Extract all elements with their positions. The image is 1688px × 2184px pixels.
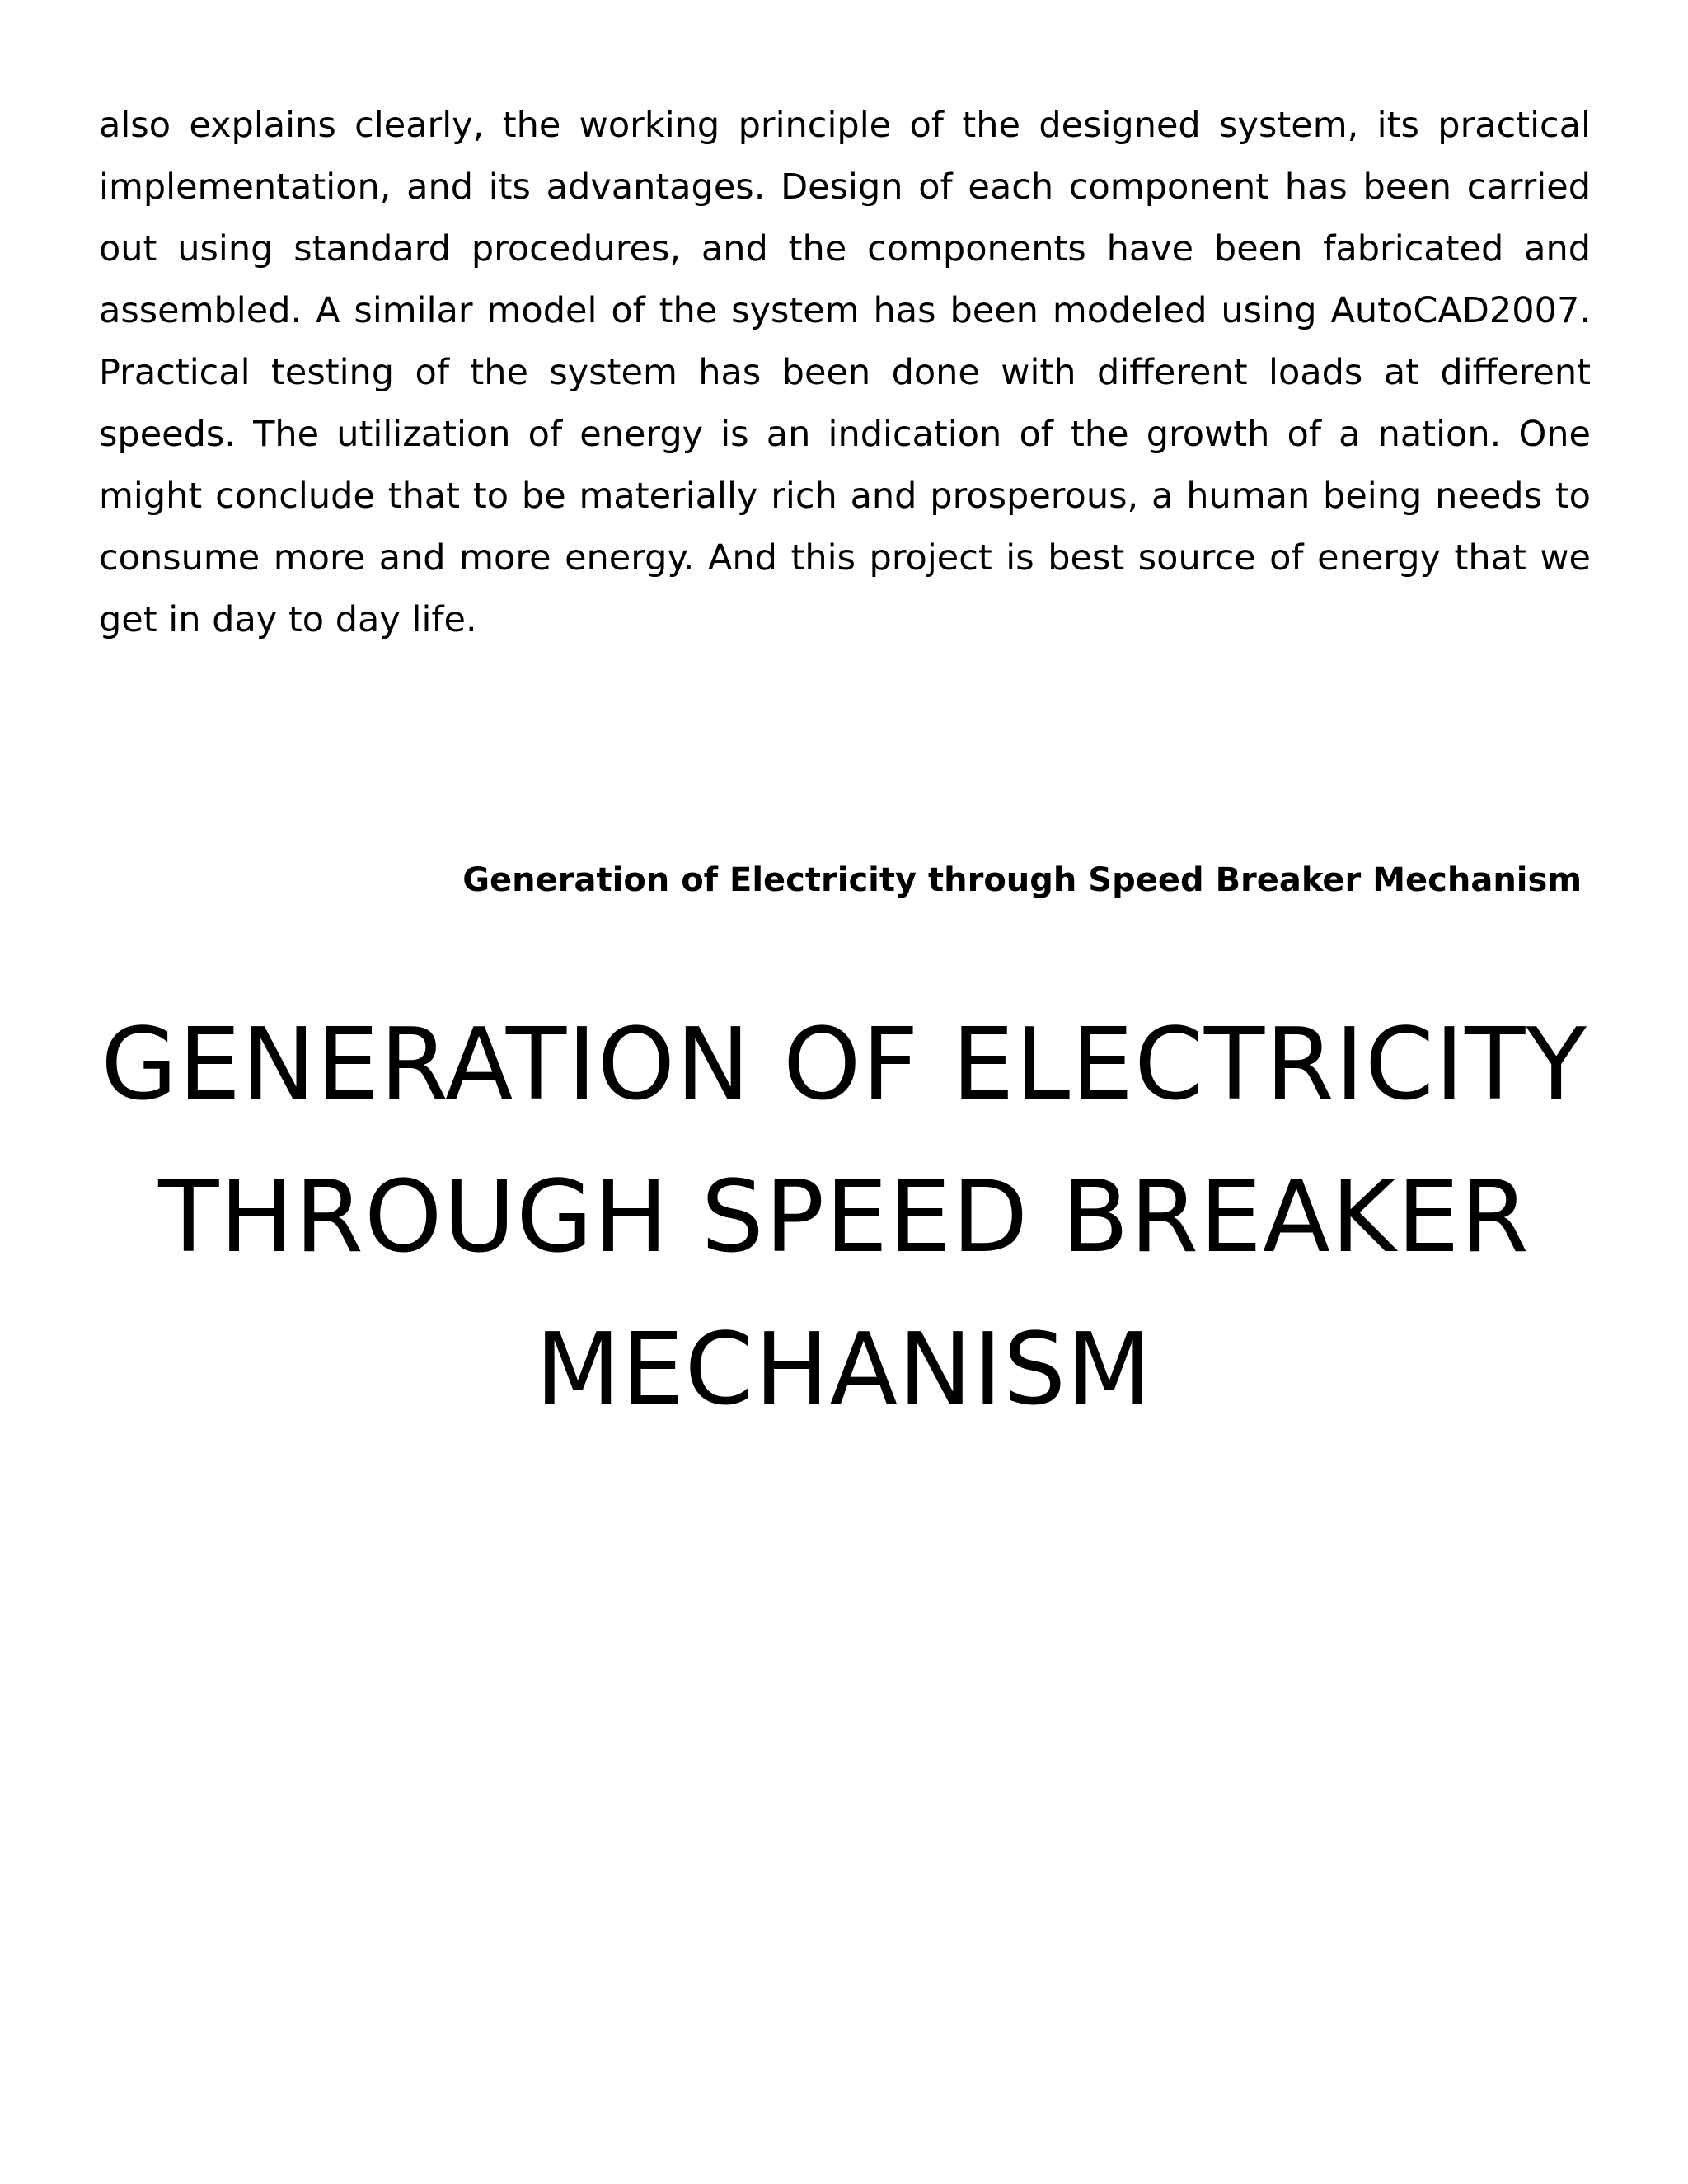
main-title-line: THROUGH SPEED BREAKER <box>158 1160 1530 1275</box>
body-line: speeds. The utilization of energy is an indication of the growth of a nation. One <box>99 414 1591 455</box>
body-line: get in day to day life. <box>99 599 477 640</box>
body-paragraph <box>99 95 1591 651</box>
main-title-line: MECHANISM <box>535 1313 1153 1427</box>
body-line: also explains clearly, the working principle of the designed system, its practical <box>99 105 1591 146</box>
main-title-line: GENERATION OF ELECTRICITY <box>101 1008 1587 1122</box>
body-line: might conclude that to be materially rich and prosperous, a human being needs to <box>99 476 1591 517</box>
main-title <box>0 989 1688 1446</box>
body-line: out using standard procedures, and the components have been fabricated and <box>99 228 1591 269</box>
running-header: Generation of Electricity through Speed Breaker Mechanism <box>462 861 1582 899</box>
body-line: assembled. A similar model of the system has been modeled using AutoCAD2007. <box>99 290 1591 331</box>
body-line: Practical testing of the system has been done with different loads at different <box>99 352 1591 393</box>
body-line: consume more and more energy. And this project is best source of energy that we <box>99 537 1591 579</box>
body-line: implementation, and its advantages. Design of each component has been carried <box>99 166 1591 208</box>
